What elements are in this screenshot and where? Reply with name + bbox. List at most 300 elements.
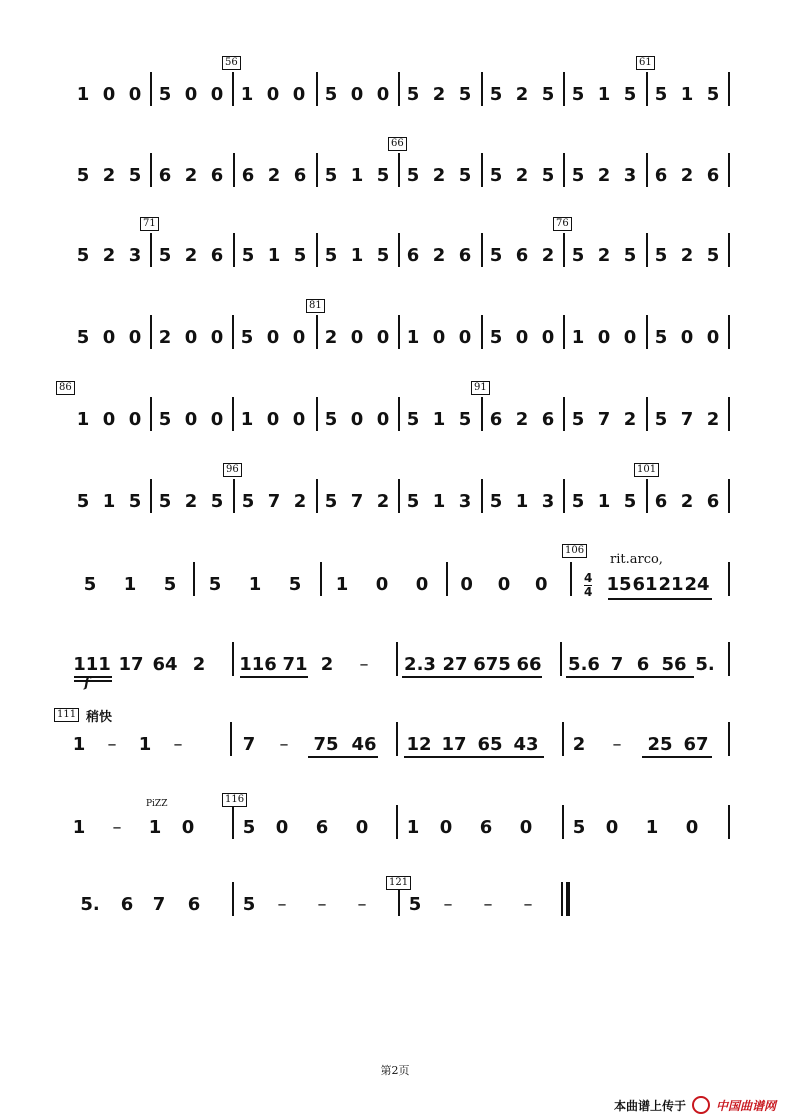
measure [483, 471, 563, 551]
barline [232, 805, 234, 839]
note: 5 [76, 327, 90, 348]
measure [565, 389, 645, 469]
note: 2 [192, 654, 206, 675]
note: 5 [406, 84, 420, 105]
note: 2 [541, 245, 555, 266]
note: 5 [242, 894, 256, 915]
measure [318, 389, 398, 469]
note: 5 [571, 84, 585, 105]
measure [400, 225, 480, 305]
note: 5 [489, 327, 503, 348]
note: 21 [658, 574, 684, 595]
note: 0 [128, 327, 142, 348]
note: 3 [458, 491, 472, 512]
note: 1 [102, 491, 116, 512]
page-number: 第2页 [380, 1064, 410, 1077]
note: 1 [350, 165, 364, 186]
measure [70, 874, 220, 954]
note: 5 [324, 245, 338, 266]
note: – [107, 734, 117, 755]
note: 5 [458, 84, 472, 105]
note: 5 [406, 491, 420, 512]
measure [566, 714, 716, 794]
note: 5 [240, 327, 254, 348]
note: 2 [706, 409, 720, 430]
note: 6 [315, 817, 329, 838]
measure [639, 57, 728, 144]
note: 5 [76, 491, 90, 512]
note: 2 [158, 327, 172, 348]
note: – [612, 734, 622, 755]
note: 1 [240, 84, 254, 105]
measure [474, 382, 563, 469]
note: 0 [292, 84, 306, 105]
measure [234, 307, 314, 387]
note: 2 [102, 165, 116, 186]
note: 5 [324, 84, 338, 105]
barline [232, 642, 234, 676]
note: 5 [210, 491, 224, 512]
note: 0 [102, 84, 116, 105]
barline [728, 562, 730, 596]
note: 6 [120, 894, 134, 915]
note: 5 [654, 327, 668, 348]
barline [560, 642, 562, 676]
barline [396, 805, 398, 839]
tempo-section-label: 稍快 [86, 710, 113, 725]
measure [648, 225, 728, 305]
credit-text: 本曲谱上传于 [613, 1098, 686, 1113]
note: 1 [515, 491, 529, 512]
staff-row [0, 57, 790, 144]
note: 5 [408, 894, 422, 915]
note: 5 [571, 409, 585, 430]
note: 2 [623, 409, 637, 430]
note: 5 [489, 491, 503, 512]
barline [728, 72, 730, 106]
measure [483, 64, 563, 144]
measure [59, 382, 148, 469]
note: 0 [623, 327, 637, 348]
note: 2 [597, 245, 611, 266]
measure [318, 64, 398, 144]
measure [400, 307, 480, 387]
note: 1 [432, 409, 446, 430]
note: 5 [571, 491, 585, 512]
measure-number: 66 [388, 137, 407, 151]
note: 1 [432, 491, 446, 512]
beam [402, 676, 542, 678]
measure [70, 307, 148, 387]
note: 5. [695, 654, 715, 675]
note: 6 [293, 165, 307, 186]
note: 7 [610, 654, 624, 675]
note: 2 [293, 491, 307, 512]
time-signature-top: 4 [584, 571, 593, 585]
measure-number: 86 [56, 381, 75, 395]
beam [404, 756, 544, 758]
note: 0 [519, 817, 533, 838]
note: – [357, 894, 367, 915]
measure [400, 634, 550, 714]
note: – [443, 894, 453, 915]
note: 2 [320, 654, 334, 675]
measure [70, 225, 148, 305]
measure [322, 554, 442, 634]
note: 5 [623, 491, 637, 512]
note: 2 [597, 165, 611, 186]
note: 5 [406, 409, 420, 430]
note: 6 [654, 491, 668, 512]
note: 0 [375, 574, 389, 595]
note: 1 [680, 84, 694, 105]
note: 2 [572, 734, 586, 755]
staff-row [0, 218, 790, 305]
note: 2 [267, 165, 281, 186]
note: 0 [266, 327, 280, 348]
barline [728, 397, 730, 431]
staff-row [0, 709, 790, 794]
staff-row [0, 634, 790, 714]
measure-number: 81 [306, 299, 325, 313]
note: 0 [350, 327, 364, 348]
measure-number: 101 [634, 463, 659, 477]
note: 5 [541, 84, 555, 105]
measure [556, 218, 645, 305]
note: 1 [72, 817, 86, 838]
note: 2 [432, 245, 446, 266]
note: 5 [158, 491, 172, 512]
note: 0 [706, 327, 720, 348]
note: 0 [128, 84, 142, 105]
note: 1 [350, 245, 364, 266]
beam [74, 676, 112, 678]
note: 0 [432, 327, 446, 348]
note: 0 [181, 817, 195, 838]
note: 7 [597, 409, 611, 430]
note: 67 [683, 734, 709, 755]
note: 5 [83, 574, 97, 595]
barline [728, 153, 730, 187]
note: 5 [324, 165, 338, 186]
note: 2 [376, 491, 390, 512]
beam [566, 676, 694, 678]
measure-number: 111 [54, 708, 79, 722]
note: – [359, 654, 369, 675]
note: 2 [680, 245, 694, 266]
note: 6 [187, 894, 201, 915]
note: 675 [473, 654, 511, 675]
measure [195, 554, 315, 634]
measure [391, 138, 480, 225]
note: 6 [515, 245, 529, 266]
note: 1 [123, 574, 137, 595]
note: 1 [148, 817, 162, 838]
note: 5. [80, 894, 100, 915]
measure-number: 76 [553, 217, 572, 231]
measure-number: 61 [636, 56, 655, 70]
measure [564, 634, 724, 714]
note: 1 [76, 84, 90, 105]
time-signature [584, 572, 592, 599]
measure-number: 121 [386, 876, 411, 890]
note: 0 [102, 409, 116, 430]
dynamic-marking: f [84, 676, 90, 691]
measure [606, 554, 726, 634]
measure [236, 634, 386, 714]
note: 7 [267, 491, 281, 512]
note: 5 [571, 245, 585, 266]
note: 0 [266, 409, 280, 430]
note: 0 [102, 327, 116, 348]
measure [152, 471, 232, 551]
note: 7 [242, 734, 256, 755]
barline [570, 562, 572, 596]
measure [483, 307, 563, 387]
barline [562, 805, 564, 839]
measure [236, 874, 396, 954]
note: 0 [376, 409, 390, 430]
note: 5 [489, 84, 503, 105]
note: 7 [152, 894, 166, 915]
note: 1 [597, 84, 611, 105]
note: 0 [515, 327, 529, 348]
measure [70, 634, 222, 714]
note: 5 [489, 245, 503, 266]
note: 1 [571, 327, 585, 348]
note: 15 [606, 574, 632, 595]
beam [240, 676, 308, 678]
staff-row [0, 382, 790, 469]
measure-number: 116 [222, 793, 247, 807]
tempo-marking: rit.arco, [610, 552, 663, 567]
upload-credit [614, 1096, 776, 1114]
measure [225, 57, 314, 144]
note: 5 [241, 245, 255, 266]
note: 6 [541, 409, 555, 430]
note: 6 [210, 165, 224, 186]
note: 24 [684, 574, 710, 595]
note: 5 [623, 84, 637, 105]
measure [565, 64, 645, 144]
note: 0 [415, 574, 429, 595]
note: 2 [680, 165, 694, 186]
note: 5 [76, 245, 90, 266]
staff-row [0, 874, 790, 954]
site-brand-name: 中国曲谱网 [715, 1098, 776, 1113]
note: 2 [515, 409, 529, 430]
measure-number: 106 [562, 544, 587, 558]
staff-row [0, 464, 790, 551]
note: – [279, 734, 289, 755]
note: 5 [654, 409, 668, 430]
measure [400, 64, 480, 144]
note: 0 [597, 327, 611, 348]
barline [232, 882, 234, 916]
note: 6 [489, 409, 503, 430]
note: 5 [288, 574, 302, 595]
note: 0 [275, 817, 289, 838]
measure [318, 145, 398, 225]
note: 1 [76, 409, 90, 430]
measure [318, 471, 398, 551]
note: 7 [680, 409, 694, 430]
measure-number: 96 [223, 463, 242, 477]
note: 0 [184, 409, 198, 430]
measure [648, 307, 728, 387]
note: 1 [335, 574, 349, 595]
note: 0 [497, 574, 511, 595]
barline [230, 722, 232, 756]
note: 0 [535, 574, 548, 595]
barline [728, 315, 730, 349]
barline [728, 479, 730, 513]
note: – [523, 894, 533, 915]
note: 5 [623, 245, 637, 266]
note: 5 [241, 491, 255, 512]
note: 2 [184, 165, 198, 186]
barline [562, 722, 564, 756]
note: – [483, 894, 493, 915]
note: 5 [163, 574, 177, 595]
note: 5 [158, 245, 172, 266]
note: 71 [282, 654, 308, 675]
note: 1 [267, 245, 281, 266]
note: 0 [350, 409, 364, 430]
note: 6 [158, 165, 172, 186]
note: 5 [128, 491, 142, 512]
note: 6 [654, 165, 668, 186]
note: 1 [138, 734, 152, 755]
note: 116 [239, 654, 277, 675]
note: 5 [158, 84, 172, 105]
note: 5 [208, 574, 222, 595]
note: 75 [313, 734, 339, 755]
note: 2 [102, 245, 116, 266]
note: 2 [515, 165, 529, 186]
barline [728, 722, 730, 756]
note: 5 [76, 165, 90, 186]
measure [648, 145, 728, 225]
measure [235, 225, 315, 305]
note: 3 [541, 491, 555, 512]
measure [402, 714, 552, 794]
measure [152, 145, 232, 225]
note: 5 [458, 165, 472, 186]
note: 3 [623, 165, 637, 186]
staff-row [0, 545, 790, 634]
measure [448, 554, 560, 634]
note: 0 [128, 409, 142, 430]
note: 6 [210, 245, 224, 266]
note: 0 [460, 574, 473, 595]
note: 61 [632, 574, 658, 595]
note: 65 [477, 734, 503, 755]
note: 2 [184, 491, 198, 512]
note: – [277, 894, 287, 915]
note: 0 [184, 84, 198, 105]
beam [642, 756, 712, 758]
note: – [317, 894, 327, 915]
note: 25 [647, 734, 673, 755]
measure [565, 471, 645, 551]
measure [66, 797, 216, 877]
note: 27 [442, 654, 468, 675]
note: 43 [513, 734, 539, 755]
measure [66, 714, 216, 794]
measure-number: 71 [140, 217, 159, 231]
note: 0 [541, 327, 555, 348]
beam [74, 680, 112, 682]
note: 1 [406, 817, 420, 838]
note: 5 [706, 245, 720, 266]
note: 66 [516, 654, 542, 675]
beam [608, 598, 712, 600]
pizz-marking: PiZZ [146, 799, 168, 809]
note: 0 [292, 409, 306, 430]
note: 6 [458, 245, 472, 266]
note: 5 [376, 165, 390, 186]
note: 64 [152, 654, 178, 675]
note: 2 [680, 491, 694, 512]
note: 0 [210, 84, 224, 105]
measure-number: 91 [471, 381, 490, 395]
measure [152, 307, 232, 387]
beam [308, 756, 378, 758]
note: 5 [128, 165, 142, 186]
note: 0 [439, 817, 453, 838]
note: 5 [706, 84, 720, 105]
note: 0 [605, 817, 619, 838]
note: 6 [241, 165, 255, 186]
note: 2 [184, 245, 198, 266]
measure [565, 145, 645, 225]
note: 1 [248, 574, 262, 595]
note: 0 [685, 817, 699, 838]
note: 6 [406, 245, 420, 266]
staff-row [0, 794, 790, 877]
note: 5 [324, 409, 338, 430]
barline [728, 233, 730, 267]
note: 5 [541, 165, 555, 186]
note: 111 [73, 654, 111, 675]
measure [565, 307, 645, 387]
note: 1 [645, 817, 659, 838]
note: 5 [324, 491, 338, 512]
note: 0 [376, 84, 390, 105]
note: 17 [441, 734, 467, 755]
note: 2 [324, 327, 338, 348]
measure-number: 56 [222, 56, 241, 70]
measure [236, 714, 386, 794]
note: 7 [350, 491, 364, 512]
note: 6 [706, 491, 720, 512]
measure [400, 797, 550, 877]
measure [70, 145, 148, 225]
note: 2 [515, 84, 529, 105]
measure [318, 225, 398, 305]
note: 5 [489, 165, 503, 186]
measure [400, 389, 480, 469]
note: 0 [680, 327, 694, 348]
measure [152, 64, 230, 144]
measure [143, 218, 232, 305]
measure [400, 471, 480, 551]
measure [152, 389, 232, 469]
measure [566, 797, 716, 877]
measure [226, 464, 315, 551]
measure [309, 300, 398, 387]
